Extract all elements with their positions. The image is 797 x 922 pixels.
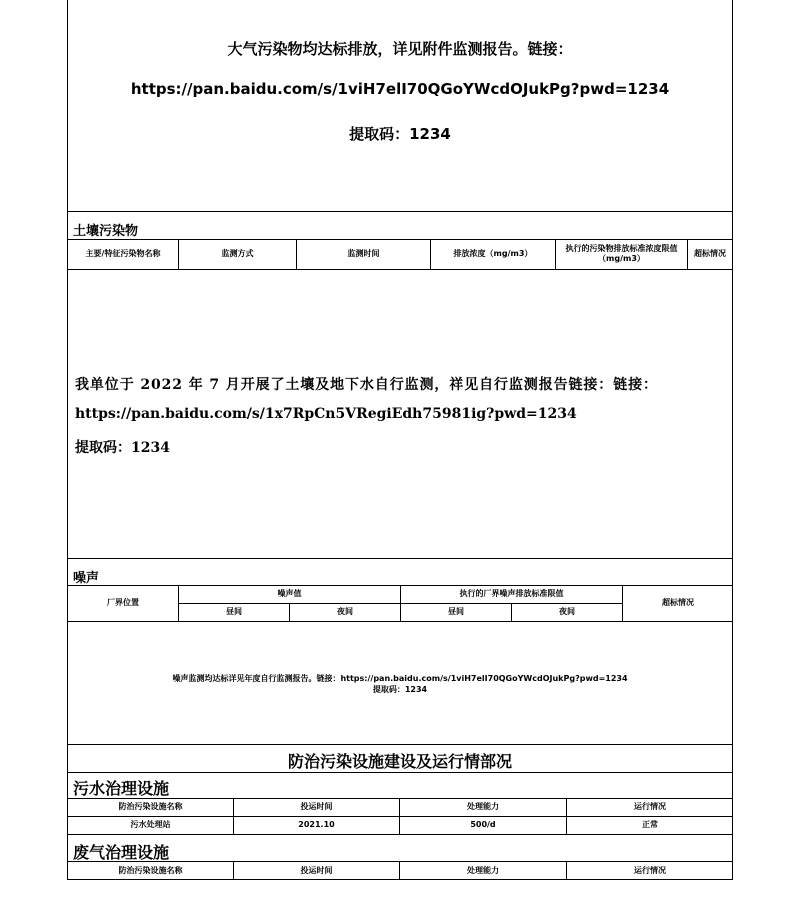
noise-extract-code: 提取码：1234	[372, 685, 428, 694]
soil-header-exceed: 超标情况	[694, 249, 726, 258]
divider	[67, 744, 733, 745]
noise-section-title: 噪声	[73, 571, 100, 586]
divider	[67, 621, 733, 622]
facilities-title: 防治污染设施建设及运行情部况	[287, 752, 512, 771]
gas-header-capacity: 处理能力	[467, 865, 499, 875]
divider	[67, 772, 733, 773]
noise-header-value: 噪声值	[277, 589, 302, 598]
soil-section-title: 土壤污染物	[73, 224, 139, 239]
soil-link[interactable]: https://pan.baidu.com/s/1x7RpCn5VRegiEdh75981ig?pwd=1234	[75, 406, 577, 422]
noise-header-exceed: 超标情况	[662, 598, 694, 607]
divider	[67, 211, 733, 212]
gas-header-start: 投运时间	[300, 865, 333, 875]
air-text-line: 大气污染物均达标排放，详见附件监测报告。链接：	[227, 40, 573, 58]
soil-header-pollutant: 主要/特征污染物名称	[85, 249, 161, 258]
noise-header-location: 厂界位置	[107, 598, 139, 607]
soil-body-text: 我单位于 2022 年 7 月开展了土壤及地下水自行监测，祥见自行监测报告链接：链接：	[75, 377, 658, 393]
gas-facility-title: 废气治理设施	[73, 843, 170, 862]
soil-header-standard: 执行的污染物排放标准浓度限值（mg/m3）	[565, 244, 678, 263]
divider	[67, 269, 733, 270]
water-header-name: 防治污染设施名称	[118, 802, 183, 811]
noise-header-night: 夜间	[559, 607, 575, 616]
water-header-capacity: 处理能力	[467, 802, 499, 811]
noise-header-day: 昼间	[448, 607, 464, 616]
gas-header-status: 运行情况	[634, 865, 666, 875]
water-row-start: 2021.10	[298, 820, 335, 829]
noise-header-day: 昼间	[226, 607, 242, 616]
col-divider	[687, 239, 688, 269]
col-divider	[555, 239, 556, 269]
air-extract-code: 提取码：1234	[349, 125, 451, 143]
divider	[67, 834, 733, 835]
soil-header-time: 监测时间	[347, 249, 380, 258]
water-row-status: 正常	[642, 820, 658, 829]
water-header-start: 投运时间	[300, 802, 333, 811]
soil-header-concentration: 排放浓度（mg/m3）	[453, 249, 533, 258]
water-row-name: 污水处理站	[130, 820, 171, 829]
soil-header-method: 监测方式	[221, 249, 254, 258]
air-link[interactable]: https://pan.baidu.com/s/1viH7elI70QGoYWcdOJukPg?pwd=1234	[130, 80, 670, 98]
noise-body-text: 噪声监测均达标详见年度自行监测报告。链接：https://pan.baidu.com/s/1viH7elI70QGoYWcdOJukPg?pwd=1234	[172, 674, 628, 683]
water-row-capacity: 500/d	[470, 820, 496, 829]
gas-header-name: 防治污染设施名称	[118, 865, 183, 875]
water-header-status: 运行情况	[634, 802, 666, 811]
water-facility-title: 污水治理设施	[73, 779, 170, 798]
noise-header-night: 夜间	[337, 607, 353, 616]
noise-header-standard: 执行的厂界噪声排放标准限值	[459, 589, 564, 598]
divider	[67, 558, 733, 559]
soil-extract-code: 提取码：1234	[75, 440, 170, 456]
